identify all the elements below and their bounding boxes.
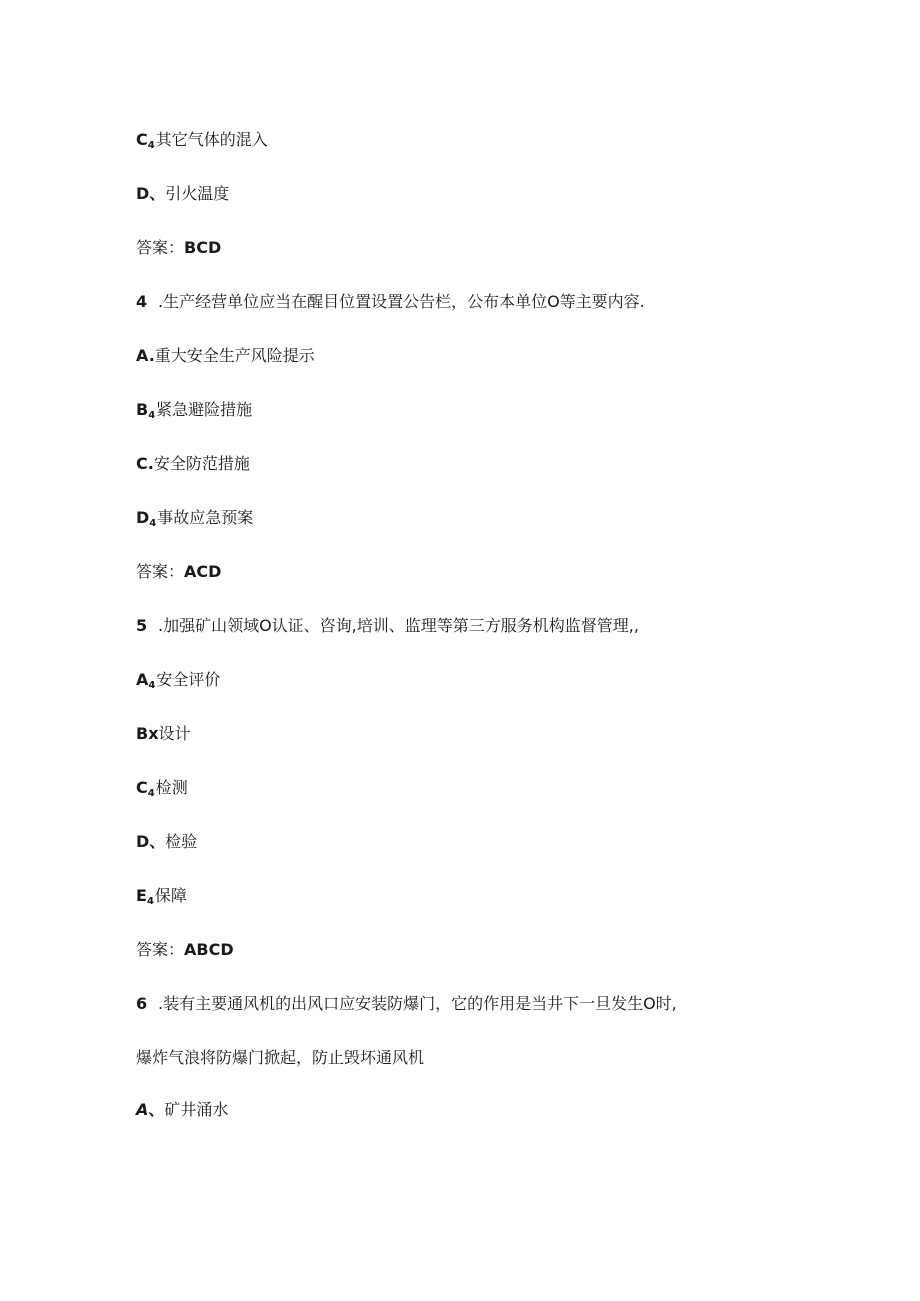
option-letter: C <box>136 454 148 473</box>
option-d <box>136 832 197 852</box>
option-e <box>136 886 187 909</box>
option-letter: C <box>136 130 148 149</box>
option-separator: . <box>147 454 154 473</box>
option-a <box>136 346 315 366</box>
option-separator: 、 <box>149 184 166 203</box>
option-b <box>136 400 252 423</box>
question-number: 4 <box>136 292 148 311</box>
option-letter: D <box>136 184 150 203</box>
option-text: 引火温度 <box>165 184 230 203</box>
option-letter: A <box>136 346 149 365</box>
question-6 <box>136 994 677 1014</box>
option-letter: E <box>136 886 147 905</box>
question-6-continuation <box>136 1048 424 1068</box>
option-letter: A <box>136 1100 149 1119</box>
answer-line <box>136 562 221 582</box>
answer-value: BCD <box>184 238 222 257</box>
option-text: 检验 <box>165 832 198 851</box>
answer-value: ABCD <box>184 940 234 959</box>
option-separator: 4 <box>148 410 156 421</box>
option-separator: 、 <box>149 832 166 851</box>
question-text: 爆炸气浪将防爆门掀起，防止毁坏通风机 <box>136 1048 425 1067</box>
answer-line <box>136 940 234 960</box>
answer-line <box>136 238 221 258</box>
answer-label: 答案： <box>136 940 185 959</box>
option-text: 检测 <box>155 778 188 797</box>
option-separator: 4 <box>146 896 154 907</box>
option-separator: 4 <box>148 680 156 691</box>
question-number: 6 <box>136 994 148 1013</box>
option-text: 安全评价 <box>156 670 221 689</box>
question-5 <box>136 616 639 636</box>
option-text: 矿井涌水 <box>164 1100 229 1119</box>
option-separator: 、 <box>148 1100 165 1119</box>
option-letter: C <box>136 778 148 797</box>
option-separator: 4 <box>147 140 155 151</box>
option-letter: B <box>136 724 149 743</box>
option-letter: D <box>136 832 150 851</box>
option-text: 紧急避险措施 <box>156 400 253 419</box>
question-text: .加强矿山领域O认证、咨询,培训、监理等第三方服务机构监督管理,, <box>158 616 639 635</box>
answer-label: 答案： <box>136 238 185 257</box>
option-a <box>136 1100 228 1120</box>
option-separator: . <box>148 346 155 365</box>
option-letter: D <box>136 508 150 527</box>
option-text: 设计 <box>158 724 191 743</box>
answer-value: ACD <box>184 562 222 581</box>
option-b <box>136 724 191 744</box>
option-text: 重大安全生产风险提示 <box>154 346 315 365</box>
option-c <box>136 130 268 153</box>
option-c <box>136 454 250 474</box>
option-letter: A <box>136 670 149 689</box>
option-d <box>136 184 229 204</box>
answer-label: 答案： <box>136 562 185 581</box>
option-separator: 4 <box>147 788 155 799</box>
option-text: 其它气体的混入 <box>155 130 268 149</box>
option-text: 事故应急预案 <box>157 508 254 527</box>
option-c <box>136 778 188 801</box>
option-text: 保障 <box>154 886 187 905</box>
option-separator: x <box>148 724 159 743</box>
option-a <box>136 670 220 693</box>
option-d <box>136 508 253 531</box>
question-4 <box>136 292 645 312</box>
option-separator: 4 <box>149 518 157 529</box>
question-text: .装有主要通风机的出风口应安装防爆门，它的作用是当井下一旦发生O时, <box>158 994 677 1013</box>
question-number: 5 <box>136 616 148 635</box>
question-text: .生产经营单位应当在醒目位置设置公告栏，公布本单位O等主要内容. <box>158 292 645 311</box>
option-letter: B <box>136 400 149 419</box>
option-text: 安全防范措施 <box>153 454 250 473</box>
